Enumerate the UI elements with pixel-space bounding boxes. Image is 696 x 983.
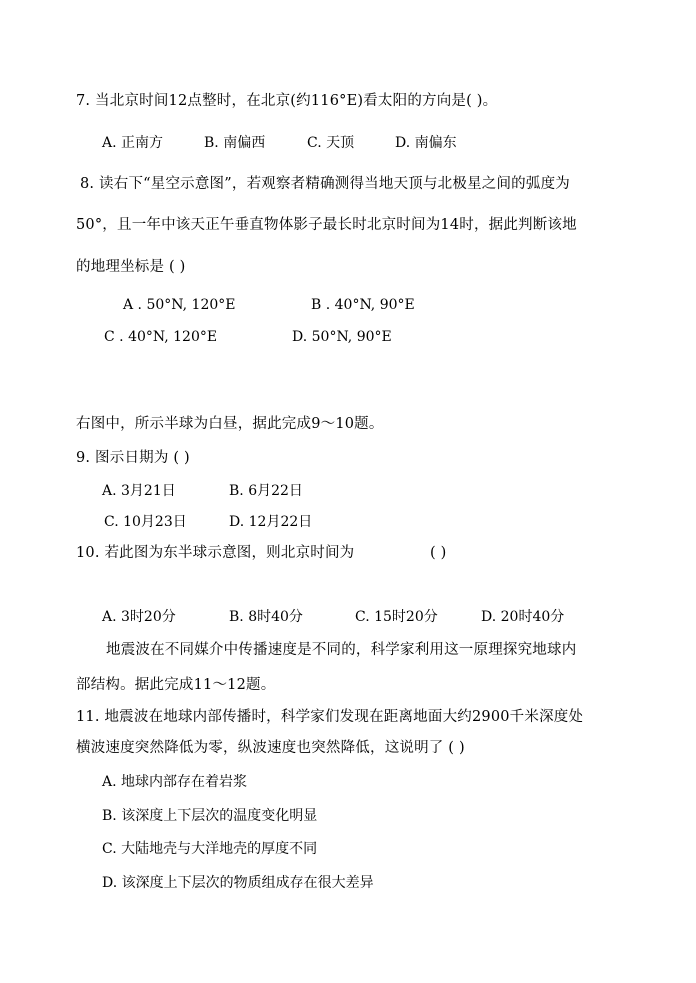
q7-option-c: C. 天顶 bbox=[307, 135, 355, 151]
q8-line-1: 8. 读右下“星空示意图”，若观察者精确测得当地天顶与北极星之间的弧度为 bbox=[80, 176, 570, 192]
q8-option-b: B . 40°N, 90°E bbox=[311, 297, 415, 313]
q9-option-d: D. 12月22日 bbox=[229, 514, 313, 530]
q8-line-2: 50°，且一年中该天正午垂直物体影子最长时北京时间为14时，据此判断该地 bbox=[76, 217, 577, 233]
q11-option-c: C. 大陆地壳与大洋地壳的厚度不同 bbox=[102, 841, 318, 857]
q7-option-b: B. 南偏西 bbox=[204, 135, 266, 151]
q10-option-a: A. 3时20分 bbox=[102, 609, 176, 625]
q11-option-d: D. 该深度上下层次的物质组成存在很大差异 bbox=[102, 875, 374, 891]
q9-option-a: A. 3月21日 bbox=[102, 483, 176, 499]
intro-9-10: 右图中，所示半球为白昼，据此完成9～10题。 bbox=[76, 416, 384, 432]
q9-option-b: B. 6月22日 bbox=[229, 483, 303, 499]
intro-11-12-line-1: 地震波在不同媒介中传播速度是不同的，科学家利用这一原理探究地球内 bbox=[106, 642, 577, 658]
q10-option-d: D. 20时40分 bbox=[481, 609, 565, 625]
q10-option-b: B. 8时40分 bbox=[229, 609, 303, 625]
q9-option-c: C. 10月23日 bbox=[104, 514, 187, 530]
q11-option-a: A. 地球内部存在着岩浆 bbox=[102, 774, 248, 790]
q7-option-d: D. 南偏东 bbox=[395, 135, 457, 151]
q10-option-c: C. 15时20分 bbox=[355, 609, 438, 625]
q10-answer-paren: ( ) bbox=[430, 545, 447, 561]
q11-line-2: 横波速度突然降低为零，纵波速度也突然降低，这说明了 ( ) bbox=[76, 740, 465, 756]
q7-stem: 7. 当北京时间12点整时，在北京(约116°E)看太阳的方向是( )。 bbox=[76, 93, 498, 109]
q8-option-d: D. 50°N, 90°E bbox=[292, 329, 392, 345]
q7-option-a: A. 正南方 bbox=[102, 135, 164, 151]
q10-stem: 10. 若此图为东半球示意图，则北京时间为 bbox=[76, 545, 355, 561]
q8-option-a: A . 50°N, 120°E bbox=[123, 297, 236, 313]
q8-option-c: C . 40°N, 120°E bbox=[104, 329, 218, 345]
q8-line-3: 的地理坐标是 ( ) bbox=[76, 259, 186, 275]
q11-line-1: 11. 地震波在地球内部传播时，科学家们发现在距离地面大约2900千米深度处 bbox=[76, 709, 584, 725]
intro-11-12-line-2: 部结构。据此完成11～12题。 bbox=[76, 677, 276, 693]
q9-stem: 9. 图示日期为 ( ) bbox=[76, 450, 190, 466]
q11-option-b: B. 该深度上下层次的温度变化明显 bbox=[102, 808, 318, 824]
